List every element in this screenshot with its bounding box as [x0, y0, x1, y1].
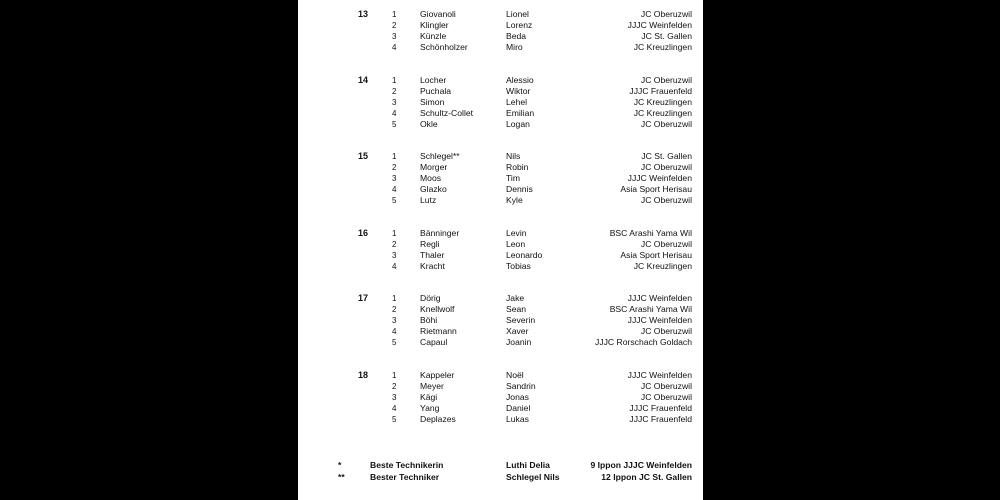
category-number: 16 [358, 228, 369, 238]
result-row [298, 86, 703, 97]
last-name: Dörig [420, 293, 441, 303]
first-name: Joanin [506, 336, 532, 347]
category-number: 18 [358, 370, 369, 380]
last-name: Bänninger [420, 228, 460, 238]
first-name: Wiktor [506, 85, 531, 96]
rank-number: 4 [392, 326, 397, 336]
club-name: JC Oberuzwil [640, 9, 692, 19]
result-row [298, 20, 703, 31]
rank-number: 4 [392, 184, 397, 194]
rank-number: 5 [392, 119, 397, 129]
club-name: JC Oberuzwil [640, 391, 692, 402]
club-name: Asia Sport Herisau [620, 183, 692, 194]
club-name: Asia Sport Herisau [620, 249, 692, 260]
results-page [298, 0, 703, 500]
result-row [298, 337, 703, 348]
rank-number: 2 [392, 304, 397, 314]
category-group [298, 370, 703, 424]
club-name: JJJC Weinfelden [627, 19, 692, 30]
rank-number: 1 [392, 10, 397, 19]
last-name: Giovanoli [420, 9, 456, 19]
award-row [298, 459, 703, 471]
first-name: Leon [506, 238, 526, 249]
category-number: 13 [358, 9, 369, 19]
category-group [298, 9, 703, 53]
last-name: Kracht [420, 260, 445, 271]
rank-number: 2 [392, 239, 397, 249]
first-name: Beda [506, 30, 527, 41]
first-name: Robin [506, 161, 529, 172]
club-name: BSC Arashi Yama Wil [609, 228, 692, 238]
result-row [298, 195, 703, 206]
last-name: Locher [420, 75, 447, 85]
first-name: Severin [506, 314, 536, 325]
club-name: JJJC Frauenfeld [629, 413, 692, 424]
award-mark: ** [338, 472, 345, 482]
result-row [298, 75, 703, 86]
first-name: Sandrin [506, 380, 536, 391]
first-name: Jonas [506, 391, 529, 402]
rank-number: 5 [392, 337, 397, 347]
category-number: 15 [358, 151, 369, 161]
result-row [298, 9, 703, 20]
rank-number: 4 [392, 261, 397, 271]
club-name: JC St. Gallen [641, 30, 692, 41]
first-name: Noël [506, 370, 524, 380]
last-name: Regli [420, 238, 440, 249]
result-row [298, 184, 703, 195]
first-name: Lehel [506, 96, 528, 107]
first-name: Jake [506, 293, 525, 303]
rank-number: 1 [392, 371, 397, 380]
last-name: Schultz-Collet [420, 107, 474, 118]
last-name: Rietmann [420, 325, 457, 336]
club-name: JC Kreuzlingen [633, 107, 692, 118]
result-row [298, 239, 703, 250]
first-name: Logan [506, 118, 530, 129]
club-name: JJJC Weinfelden [627, 293, 692, 303]
first-name: Miro [506, 41, 523, 52]
award-result: 12 Ippon JC St. Gallen [601, 472, 692, 482]
club-name: JJJC Weinfelden [627, 314, 692, 325]
result-row [298, 315, 703, 326]
rank-number: 3 [392, 173, 397, 183]
result-row [298, 97, 703, 108]
rank-number: 1 [392, 76, 397, 85]
category-group [298, 151, 703, 205]
award-name: Luthi Delia [506, 460, 550, 470]
result-row [298, 119, 703, 130]
category-group [298, 228, 703, 272]
first-name: Alessio [506, 75, 534, 85]
rank-number: 4 [392, 108, 397, 118]
result-row [298, 108, 703, 119]
category-number: 17 [358, 293, 369, 303]
category-number: 14 [358, 75, 369, 85]
rank-number: 2 [392, 162, 397, 172]
category-group [298, 293, 703, 347]
club-name: JC Oberuzwil [640, 118, 692, 129]
first-name: Lionel [506, 9, 529, 19]
last-name: Lutz [420, 194, 437, 205]
rank-number: 1 [392, 152, 397, 161]
club-name: JC Oberuzwil [640, 75, 692, 85]
club-name: JC St. Gallen [641, 151, 692, 161]
rank-number: 5 [392, 414, 397, 424]
last-name: Kägi [420, 391, 438, 402]
first-name: Kyle [506, 194, 523, 205]
result-row [298, 31, 703, 42]
award-row [298, 471, 703, 483]
last-name: Meyer [420, 380, 444, 391]
club-name: JC Kreuzlingen [633, 260, 692, 271]
rank-number: 4 [392, 403, 397, 413]
rank-number: 4 [392, 42, 397, 52]
last-name: Moos [420, 172, 442, 183]
result-row [298, 261, 703, 272]
first-name: Nils [506, 151, 521, 161]
last-name: Morger [420, 161, 448, 172]
club-name: JC Oberuzwil [640, 380, 692, 391]
club-name: JC Oberuzwil [640, 194, 692, 205]
first-name: Xaver [506, 325, 529, 336]
club-name: JC Oberuzwil [640, 161, 692, 172]
first-name: Levin [506, 228, 527, 238]
last-name: Capaul [420, 336, 448, 347]
award-result: 9 Ippon JJJC Weinfelden [590, 460, 692, 470]
rank-number: 2 [392, 381, 397, 391]
category-group [298, 75, 703, 129]
first-name: Tim [506, 172, 520, 183]
club-name: JC Oberuzwil [640, 238, 692, 249]
result-row [298, 304, 703, 315]
first-name: Lorenz [506, 19, 533, 30]
club-name: JC Kreuzlingen [633, 96, 692, 107]
last-name: Künzle [420, 30, 447, 41]
rank-number: 1 [392, 229, 397, 238]
club-name: BSC Arashi Yama Wil [609, 303, 692, 314]
first-name: Emilian [506, 107, 535, 118]
result-row [298, 173, 703, 184]
result-row [298, 381, 703, 392]
rank-number: 3 [392, 31, 397, 41]
club-name: JJJC Frauenfeld [629, 85, 692, 96]
club-name: JJJC Rorschach Goldach [595, 336, 692, 347]
result-row [298, 42, 703, 53]
result-row [298, 228, 703, 239]
first-name: Daniel [506, 402, 531, 413]
last-name: Schönholzer [420, 41, 468, 52]
last-name: Böhi [420, 314, 438, 325]
result-row [298, 162, 703, 173]
award-title: Beste Technikerin [370, 460, 444, 470]
last-name: Puchala [420, 85, 452, 96]
last-name: Klingler [420, 19, 449, 30]
result-row [298, 403, 703, 414]
rank-number: 3 [392, 97, 397, 107]
result-row [298, 326, 703, 337]
first-name: Leonardo [506, 249, 543, 260]
result-row [298, 370, 703, 381]
rank-number: 2 [392, 86, 397, 96]
rank-number: 3 [392, 250, 397, 260]
rank-number: 2 [392, 20, 397, 30]
last-name: Yang [420, 402, 440, 413]
club-name: JC Oberuzwil [640, 325, 692, 336]
club-name: JJJC Weinfelden [627, 370, 692, 380]
award-title: Bester Techniker [370, 472, 440, 482]
club-name: JC Kreuzlingen [633, 41, 692, 52]
technique-awards [298, 459, 703, 483]
last-name: Thaler [420, 249, 445, 260]
award-name: Schlegel Nils [506, 472, 560, 482]
first-name: Dennis [506, 183, 533, 194]
first-name: Sean [506, 303, 527, 314]
result-row [298, 151, 703, 162]
rank-number: 5 [392, 195, 397, 205]
rank-number: 1 [392, 294, 397, 303]
result-row [298, 250, 703, 261]
result-row [298, 392, 703, 403]
last-name: Schlegel** [420, 151, 460, 161]
rank-number: 3 [392, 392, 397, 402]
award-mark: * [338, 460, 342, 470]
result-row [298, 414, 703, 425]
club-name: JJJC Weinfelden [627, 172, 692, 183]
first-name: Lukas [506, 413, 529, 424]
last-name: Kappeler [420, 370, 455, 380]
last-name: Okle [420, 118, 438, 129]
first-name: Tobias [506, 260, 531, 271]
last-name: Glazko [420, 183, 447, 194]
last-name: Simon [420, 96, 445, 107]
last-name: Deplazes [420, 413, 456, 424]
club-name: JJJC Frauenfeld [629, 402, 692, 413]
rank-number: 3 [392, 315, 397, 325]
result-row [298, 293, 703, 304]
last-name: Knellwolf [420, 303, 455, 314]
